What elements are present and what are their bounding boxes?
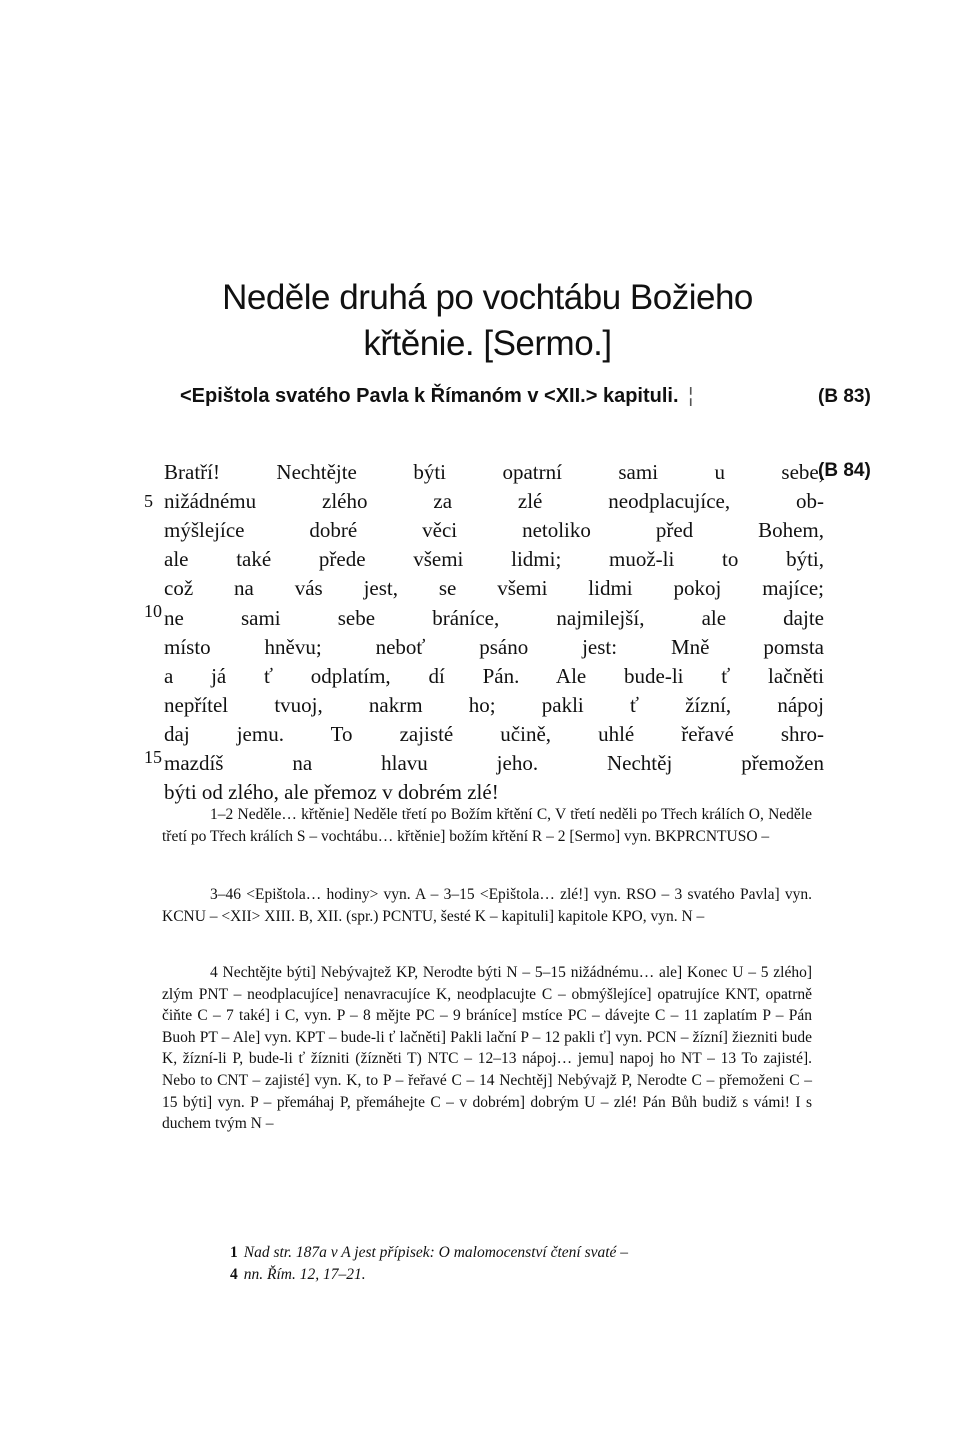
apparatus-note [162,804,812,847]
page-title-line-2: křtěnie. [Sermo.] [363,324,612,363]
text-line: místo hněvu; neboť psáno jest: Mně pomsta [164,635,824,659]
footnote-line [230,1264,830,1286]
apparatus-note [162,962,812,1135]
section-heading [180,382,693,410]
footnote [230,1242,830,1286]
margin-reference: (B 84) [818,460,871,481]
text-line: býti od zlého, ale přemoz v dobrém zlé! [164,780,499,804]
footnote-line-number: 4 [230,1266,238,1283]
apparatus-note [162,884,812,927]
page-break-mark: ¦ [688,385,694,407]
text-line: daj jemu. To zajisté učině, uhlé řeřavé shro- [164,722,824,746]
section-heading-text: <Epištola svatého Pavla k Římanóm v <XII.> kapituli. [180,385,679,407]
margin-reference: (B 83) [818,386,871,407]
text-line: nepřítel tvuoj, nakrm ho; pakli ť žízní, nápoj [164,693,824,717]
line-number: 5 [144,491,153,511]
footnote-line [230,1242,830,1264]
text-line: ale také přede všemi lidmi; muož-li to býti, [164,547,824,571]
text-line: Bratří! Nechtějte býti opatrní sami u sebe, [164,460,824,484]
text-line: mazdíš na hlavu jeho. Nechtěj přemožen [164,751,824,775]
text-line: což na vás jest, se všemi lidmi pokoj majíce; [164,576,824,600]
text-line: nižádnému zlého za zlé neodplacujíce, ob- [164,489,824,513]
footnote-line-number: 1 [230,1244,238,1261]
apparatus-paragraph: 3–46 <Epištola… hodiny> vyn. A – 3–15 <Epištola… zlé!] vyn. RSO – 3 svatého Pavla] vyn. KCNU – <XII> XIII. B, XII. (spr.) PCNTU, šesté K – kapituli] kapitole KPO, vyn. N – [162,886,812,925]
text-line: mýšlejíce dobré věci netoliko před Bohem, [164,518,824,542]
text-line: a já ť odplatím, dí Pán. Ale bude-li ť lačněti [164,664,824,688]
apparatus-paragraph: 4 Nechtějte býti] Nebývajtež KP, Nerodte býti N – 5–15 nižádnému… ale] Konec U – 5 zlého] zlým PNT – neodplacujíce] nenavracujíce K, neodplacujte C – obmýšlejíce] opatrujíce KNT, opatrně čiňte C – 7 také] i C, vyn. P – 8 mějte PC – 9 bráníce] mstíce PC – dávejte C – 11 zaplatím P – Pán Buoh PT – Ale] vyn. KPT – bude-li ť lačněti] Pakli lační P – 12 pakli ť] vyn. PCN – žízní] žiezniti bude K, žízní-li P, bude-li ť žízniti (žízněti T) NTC – 12–13 nápoj… jemu] napoj ho NT – 13 To zajisté]. Nebo to CNT – zajisté] vyn. K, to P – řeřavé C – 14 Nechtěj] Nebývajž P, Nerodte C – přemoženi C – 15 býti] vyn. P – přemáhaj P, přemáhejte C – v dobrém] dobrým U – zlé! Pán Bůh budiž s vámi! I s duchem tvým N – [162,964,812,1133]
line-number: 10 [144,601,162,621]
footnote-text: Nad str. 187a v A jest přípisek: O malomocenství čtení svaté – [243,1244,629,1261]
page-title-line-1: Neděle druhá po vochtábu Božieho [222,278,753,317]
text-line: ne sami sebe bráníce, najmilejší, ale dajte [164,606,824,630]
line-number: 15 [144,747,162,767]
apparatus-paragraph: 1–2 Neděle… křtěnie] Neděle třetí po Božím křtění C, V třetí neděli po Třech králích O, Neděle třetí po Třech králích S – vochtábu… křtěnie] božím křtění R – 2 [Sermo] vyn. BKPRCNTUSO – [162,806,812,845]
footnote-text: nn. Řím. 12, 17–21. [243,1266,366,1283]
